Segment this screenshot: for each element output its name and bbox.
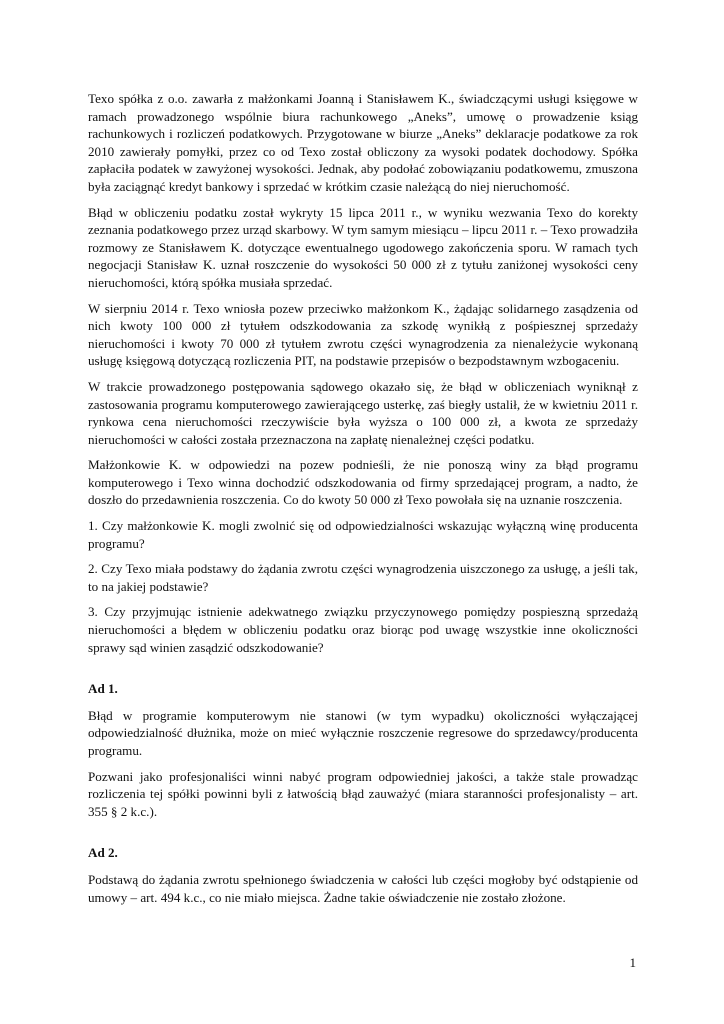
document-page [88,90,638,914]
page-number: 1 [629,955,636,970]
question-3: 3. Czy przyjmując istnienie adekwatnego związku przyczynowego pomiędzy pospieszną sprzedażą nieruchomości a błędem w obliczeniu podatku oraz biorąc pod uwagę wszystkie inne okoliczności sprawy sąd winien zasądzić odszkodowanie? [88,604,638,655]
paragraph-facts-lawsuit: W sierpniu 2014 r. Texo wniosła pozew przeciwko małżonkom K., żądając solidarnego zasądzenia od nich kwoty 100 000 zł tytułem odszkodowania za szkodę wynikłą z pośpiesznej sprzedaży nieruchomości i kwoty 70 000 zł tytułem zwrotu części wynagrodzenia za nienależycie wykonaną usługę księgową dotyczącą rozliczenia PIT, na podstawie przepisów o bezpodstawnym wzbogaceniu. [88,300,638,369]
paragraph-facts-contract: Texo spółka z o.o. zawarła z małżonkami Joanną i Stanisławem K., świadczącymi usługi księgowe w ramach prowadzonego wspólnie biura rachunkowego „Aneks”, umowę o prowadzenie ksiąg rachunkowych i rozliczeń podatkowych. Przygotowane w biurze „Aneks” deklaracje podatkowe za rok 2010 zawierały pomyłki, przez co od Texo został obliczony za wysoki podatek dochodowy. Spółka zapłaciła podatek w zawyżonej wysokości. Jednak, aby podołać zobowiązaniu podatkowemu, zmuszona była zaciągnąć kredyt bankowy i sprzedać w krótkim czasie należącą do niej nieruchomość. [88,91,638,194]
heading-ad-1: Ad 1. [88,681,118,697]
question-1: 1. Czy małżonkowie K. mogli zwolnić się od odpowiedzialności wskazując wyłączną winę producenta programu? [88,518,638,551]
question-2: 2. Czy Texo miała podstawy do żądania zwrotu części wynagrodzenia uiszczonego za usługę, a jeśli tak, to na jakiej podstawie? [88,561,638,594]
ad1-paragraph-1: Błąd w programie komputerowym nie stanowi (w tym wypadku) okoliczności wyłączającej odpowiedzialność dłużnika, może on mieć wyłącznie roszczenie regresowe do sprzedawcy/producenta programu. [88,707,638,758]
paragraph-facts-error-detected: Błąd w obliczeniu podatku został wykryty 15 lipca 2011 r., w wyniku wezwania Texo do korekty zeznania podatkowego przez urząd skarbowy. W tym samym miesiącu – lipcu 2011 r. – Texo prowadziła rozmowy ze Stanisławem K. dotyczące ewentualnego ugodowego zakończenia sporu. W ramach tych negocjacji Stanisław K. uznał roszczenie do wysokości 50 000 zł z tytułu zaniżonej wysokości ceny nieruchomości, którą spółka musiała sprzedać. [88,204,638,290]
heading-ad-2: Ad 2. [88,845,118,861]
paragraph-facts-proceedings: W trakcie prowadzonego postępowania sądowego okazało się, że błąd w obliczeniach wyniknął z zastosowania programu komputerowego zawierającego usterkę, zaś biegły ustalił, że w kwietniu 2011 r. rynkowa cena nieruchomości rzeczywiście była wyższa o 100 000 zł, a kwota ze sprzedaży nieruchomości w całości została przeznaczona na zapłatę nienależnej części podatku. [88,378,638,447]
ad1-paragraph-2: Pozwani jako profesjonaliści winni nabyć program odpowiedniej jakości, a także stale prowadząc rozliczenia tej spółki powinni byli z łatwością błąd zauważyć (miara staranności profesjonalisty – art. 355 § 2 k.c.). [88,768,638,819]
ad2-paragraph-1: Podstawą do żądania zwrotu spełnionego świadczenia w całości lub części mogłoby być odstąpienie od umowy – art. 494 k.c., co nie miało miejsca. Żadne takie oświadczenie nie zostało złożone. [88,871,638,905]
paragraph-facts-defense: Małżonkowie K. w odpowiedzi na pozew podnieśli, że nie ponoszą winy za błąd programu komputerowego i Texo winna dochodzić odszkodowania od firmy sprzedającej program, a nadto, że doszło do przedawnienia roszczenia. Co do kwoty 50 000 zł Texo powołała się na uznanie roszczenia. [88,457,638,508]
